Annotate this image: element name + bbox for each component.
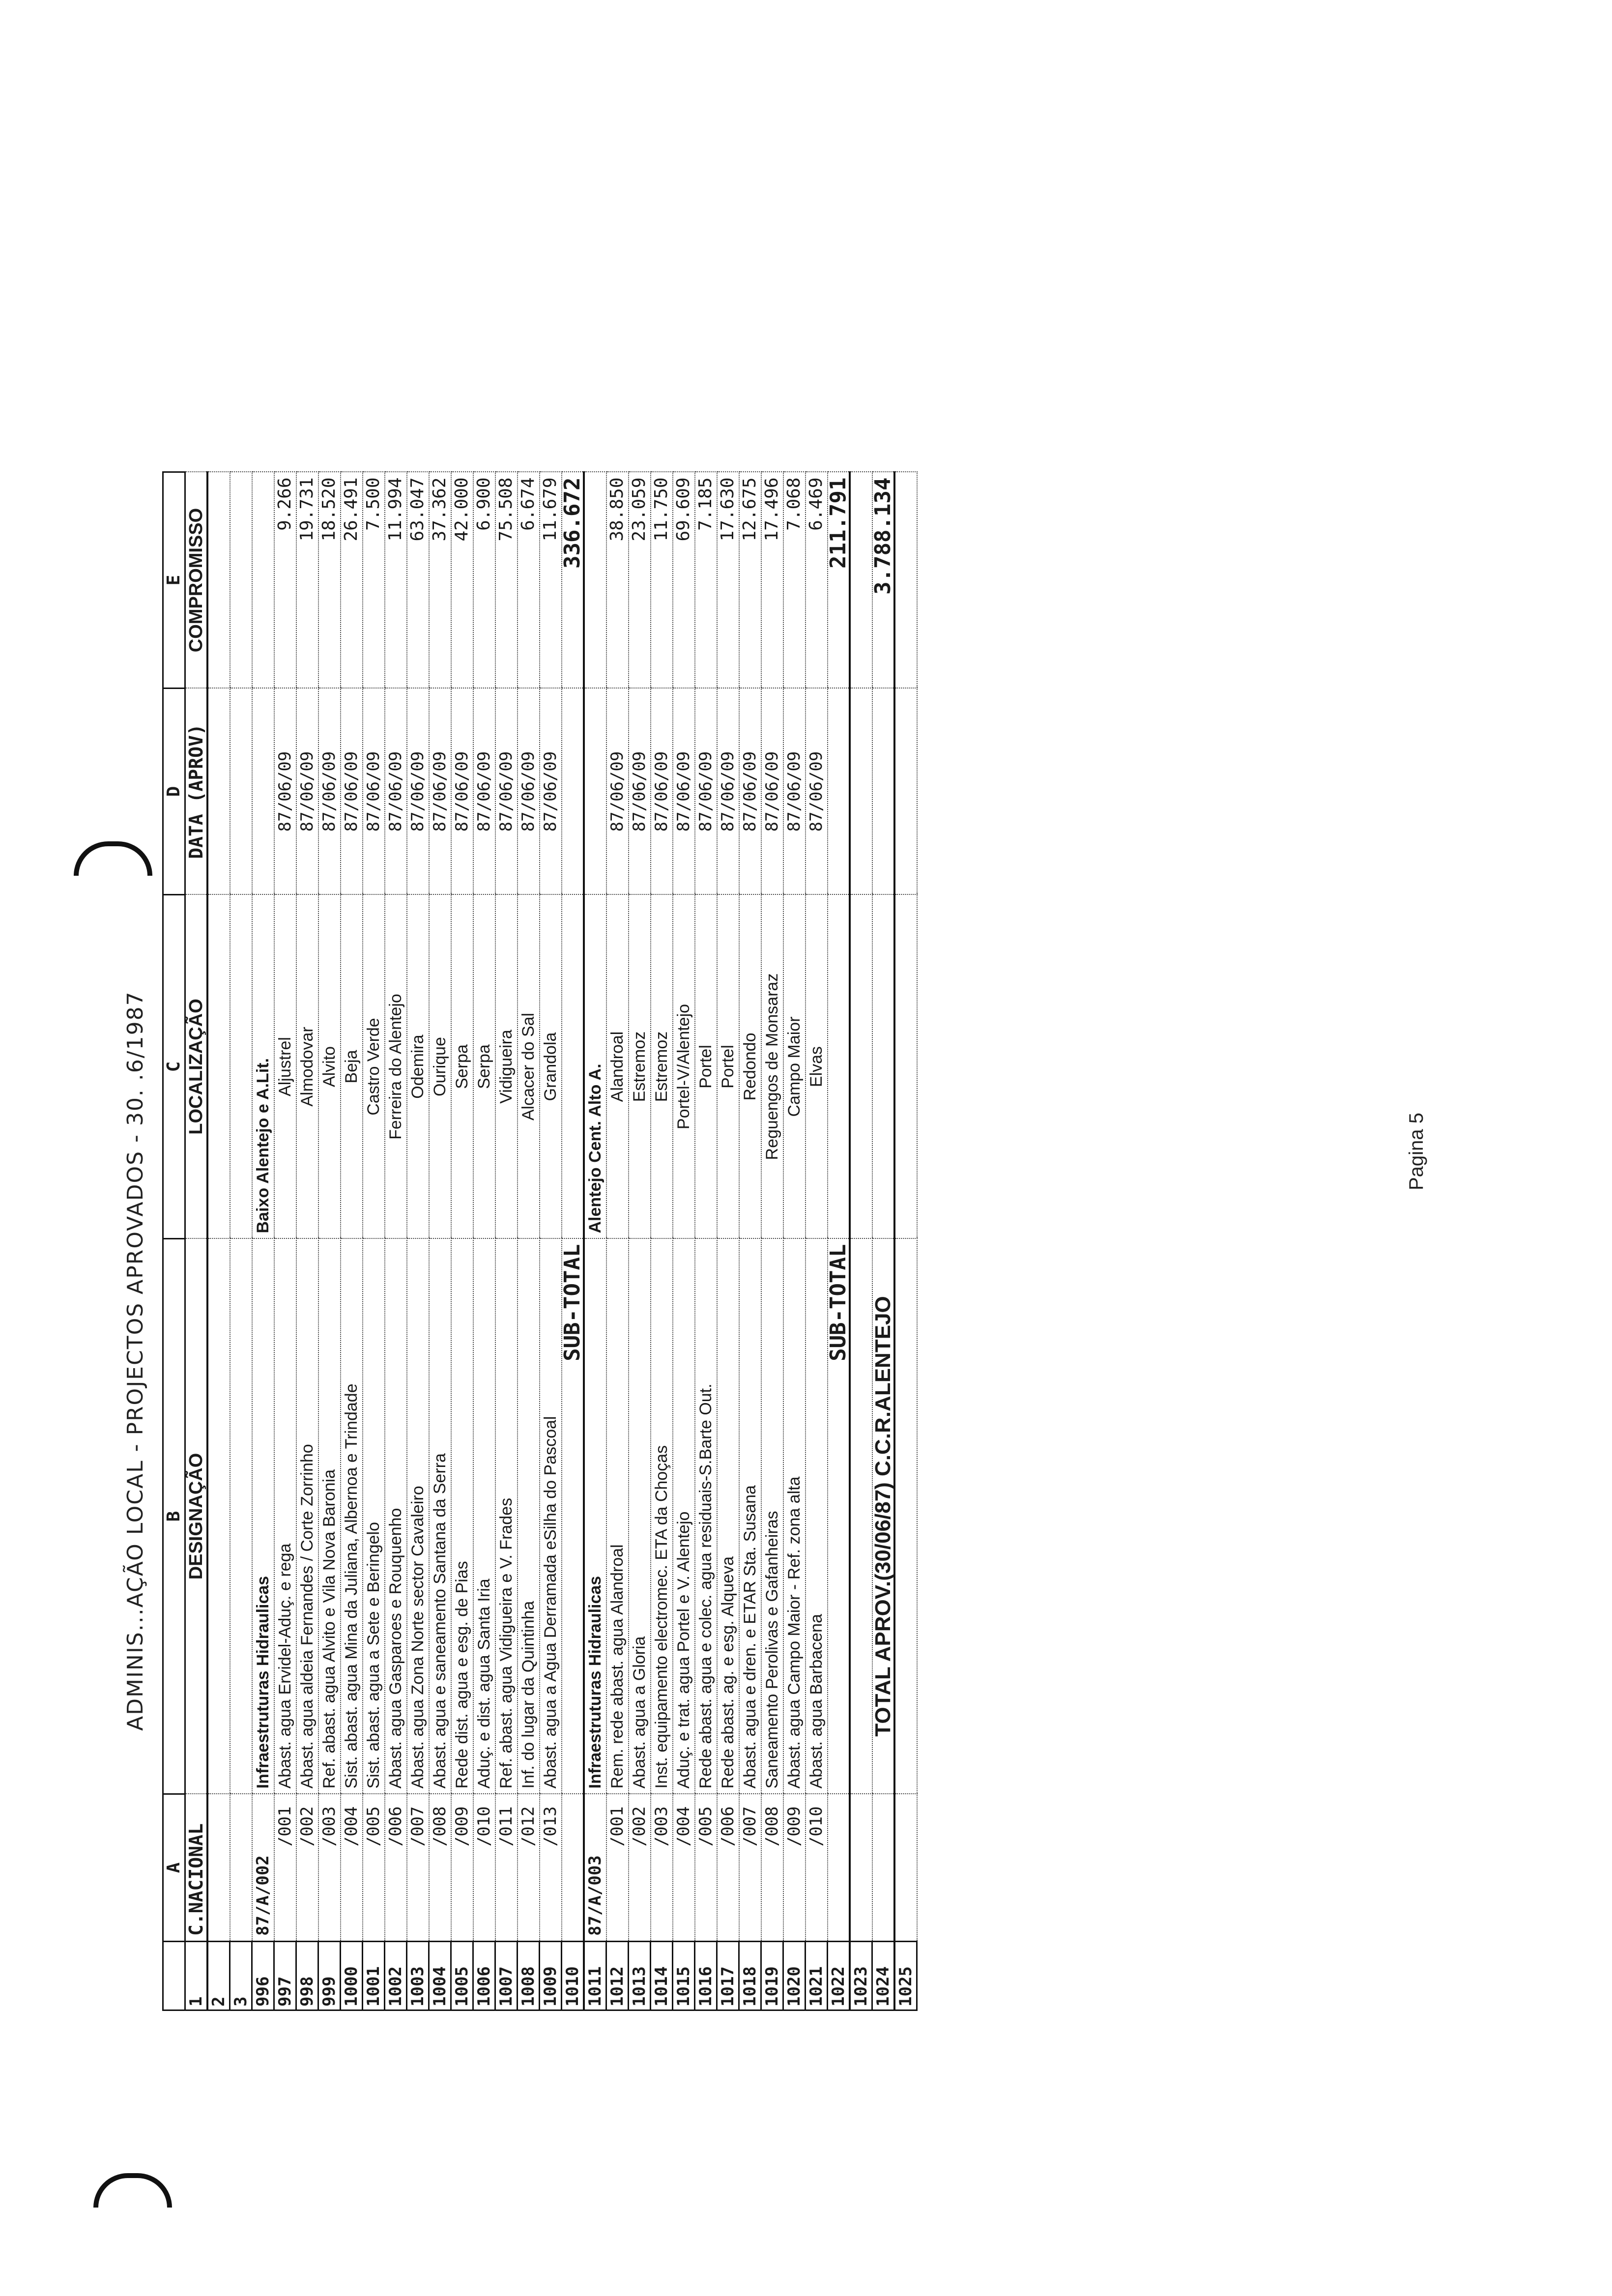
- c-nacional-cell[interactable]: /010: [806, 1794, 828, 1942]
- column-letter-a[interactable]: A: [163, 1794, 185, 1942]
- designacao-cell[interactable]: Abast. agua e dren. e ETAR Sta. Susana: [739, 1239, 761, 1794]
- column-letter-c[interactable]: C: [163, 895, 185, 1239]
- localizacao-cell[interactable]: Ferreira do Alentejo: [385, 895, 407, 1239]
- cell[interactable]: [230, 1239, 252, 1794]
- data-aprov-cell[interactable]: 87/06/09: [673, 689, 695, 895]
- row-number[interactable]: 1018: [739, 1942, 761, 2010]
- header-row: [185, 472, 208, 2010]
- localizacao-cell[interactable]: Reguengos de Monsaraz: [761, 895, 783, 1239]
- localizacao-cell[interactable]: Vidigueira: [495, 895, 518, 1239]
- data-aprov-cell[interactable]: 87/06/09: [296, 689, 318, 895]
- section-row: [584, 472, 606, 2010]
- designacao-cell[interactable]: Aduç. e dist. agua Santa Iria: [473, 1239, 495, 1794]
- row-number[interactable]: 1014: [651, 1942, 673, 2010]
- table-row: [363, 472, 385, 2010]
- designacao-cell[interactable]: Abast. agua Ervidel-Aduç. e rega: [274, 1239, 296, 1794]
- c-nacional-cell[interactable]: /004: [341, 1794, 363, 1942]
- localizacao-cell[interactable]: [894, 895, 917, 1239]
- c-nacional-cell[interactable]: [562, 1794, 584, 1942]
- table-row: [495, 472, 518, 2010]
- c-nacional-cell[interactable]: /001: [274, 1794, 296, 1942]
- designacao-cell[interactable]: Saneamento Perolivas e Gafanheiras: [761, 1239, 783, 1794]
- localizacao-cell[interactable]: Portel-V/Alentejo: [673, 895, 695, 1239]
- data-aprov-cell[interactable]: 87/06/09: [363, 689, 385, 895]
- binder-hole-mark: [93, 2173, 172, 2208]
- header-c-nacional[interactable]: C.NACIONAL: [185, 1794, 208, 1942]
- row-number[interactable]: 1015: [673, 1942, 695, 2010]
- row-number[interactable]: 1019: [761, 1942, 783, 2010]
- table-row: [296, 472, 318, 2010]
- designacao-cell[interactable]: Abast. agua a Agua Derramada eSilha do Pascoal: [540, 1239, 562, 1794]
- section-row: [252, 472, 274, 2010]
- designacao-cell[interactable]: Abast. agua e saneamento Santana da Serra: [429, 1239, 451, 1794]
- data-aprov-cell[interactable]: 87/06/09: [518, 689, 540, 895]
- compromisso-cell[interactable]: 6.674: [518, 472, 540, 689]
- localizacao-cell[interactable]: Baixo Alentejo e A.Lit.: [252, 895, 274, 1239]
- data-aprov-cell[interactable]: [562, 689, 584, 895]
- c-nacional-cell[interactable]: [872, 1794, 895, 1942]
- compromisso-cell[interactable]: 17.630: [717, 472, 739, 689]
- compromisso-cell[interactable]: 7.185: [695, 472, 717, 689]
- c-nacional-cell[interactable]: /013: [540, 1794, 562, 1942]
- table-row: [806, 472, 828, 2010]
- localizacao-cell[interactable]: Serpa: [473, 895, 495, 1239]
- c-nacional-cell[interactable]: /003: [651, 1794, 673, 1942]
- cell[interactable]: [230, 895, 252, 1239]
- row-number[interactable]: 1004: [429, 1942, 451, 2010]
- designacao-cell[interactable]: [894, 1239, 917, 1794]
- data-aprov-cell[interactable]: 87/06/09: [495, 689, 518, 895]
- row-number[interactable]: 1005: [451, 1942, 473, 2010]
- cell[interactable]: [230, 689, 252, 895]
- compromisso-cell[interactable]: 63.047: [407, 472, 429, 689]
- table-row: [518, 472, 540, 2010]
- data-aprov-cell[interactable]: 87/06/09: [385, 689, 407, 895]
- data-aprov-cell[interactable]: 87/06/09: [695, 689, 717, 895]
- table-row: [606, 472, 629, 2010]
- row-number[interactable]: 2: [207, 1942, 230, 2010]
- row-number[interactable]: 1023: [850, 1942, 872, 2010]
- compromisso-cell[interactable]: 211.791: [828, 472, 850, 689]
- page-number: Pagina 5: [1406, 1113, 1427, 1190]
- spreadsheet-table: [162, 471, 918, 2011]
- data-aprov-cell[interactable]: [252, 689, 274, 895]
- table-row: [341, 472, 363, 2010]
- table-row: [850, 472, 872, 2010]
- row-number[interactable]: 1006: [473, 1942, 495, 2010]
- data-aprov-cell[interactable]: 87/06/09: [341, 689, 363, 895]
- column-letter-row: [163, 472, 185, 2010]
- c-nacional-cell[interactable]: /012: [518, 1794, 540, 1942]
- compromisso-cell[interactable]: 6.900: [473, 472, 495, 689]
- c-nacional-cell[interactable]: /005: [695, 1794, 717, 1942]
- compromisso-cell[interactable]: 17.496: [761, 472, 783, 689]
- data-aprov-cell[interactable]: 87/06/09: [473, 689, 495, 895]
- compromisso-cell[interactable]: 7.500: [363, 472, 385, 689]
- designacao-cell[interactable]: Ref. abast. agua Alvito e Vila Nova Baronia: [318, 1239, 341, 1794]
- designacao-cell[interactable]: Ref. abast. agua Vidigueira e V. Frades: [495, 1239, 518, 1794]
- designacao-cell[interactable]: Abast. agua Campo Maior - Ref. zona alta: [783, 1239, 806, 1794]
- row-number[interactable]: 997: [274, 1942, 296, 2010]
- row-number[interactable]: 1013: [629, 1942, 651, 2010]
- data-aprov-cell[interactable]: 87/06/09: [806, 689, 828, 895]
- c-nacional-cell[interactable]: /007: [407, 1794, 429, 1942]
- designacao-cell[interactable]: Inf. do lugar da Quintinha: [518, 1239, 540, 1794]
- cell[interactable]: [207, 1794, 230, 1942]
- header-compromisso[interactable]: COMPROMISSO: [185, 472, 208, 689]
- designacao-cell[interactable]: Rede abast. agua e colec. agua residuais-S.Barte Out.: [695, 1239, 717, 1794]
- localizacao-cell[interactable]: Alcacer do Sal: [518, 895, 540, 1239]
- designacao-cell[interactable]: Infraestruturas Hidraulicas: [252, 1239, 274, 1794]
- table-row: [739, 472, 761, 2010]
- compromisso-cell[interactable]: 37.362: [429, 472, 451, 689]
- data-aprov-cell[interactable]: 87/06/09: [629, 689, 651, 895]
- header-localizacao[interactable]: LOCALIZAÇÃO: [185, 895, 208, 1239]
- page-title: ADMINIS...AÇÃO LOCAL - PROJECTOS APROVADOS - 30. .6/1987: [123, 991, 148, 1731]
- designacao-cell[interactable]: Rede abast. ag. e esg. Alqueva: [717, 1239, 739, 1794]
- localizacao-cell[interactable]: Odemira: [407, 895, 429, 1239]
- header-designacao[interactable]: DESIGNAÇÃO: [185, 1239, 208, 1794]
- c-nacional-cell[interactable]: /008: [429, 1794, 451, 1942]
- table-row: [540, 472, 562, 2010]
- c-nacional-cell[interactable]: /009: [783, 1794, 806, 1942]
- row-number[interactable]: 1017: [717, 1942, 739, 2010]
- c-nacional-cell[interactable]: /008: [761, 1794, 783, 1942]
- data-aprov-cell[interactable]: 87/06/09: [739, 689, 761, 895]
- cell[interactable]: [207, 895, 230, 1239]
- compromisso-cell[interactable]: 23.059: [629, 472, 651, 689]
- c-nacional-cell[interactable]: /010: [473, 1794, 495, 1942]
- data-aprov-cell[interactable]: 87/06/09: [274, 689, 296, 895]
- cell[interactable]: [230, 1794, 252, 1942]
- localizacao-cell[interactable]: [872, 895, 895, 1239]
- localizacao-cell[interactable]: Portel: [717, 895, 739, 1239]
- designacao-cell[interactable]: TOTAL APROV.(30/06/87) C.C.R.ALENTEJO: [872, 1239, 895, 1794]
- data-aprov-cell[interactable]: 87/06/09: [451, 689, 473, 895]
- compromisso-cell[interactable]: 12.675: [739, 472, 761, 689]
- table-row: [673, 472, 695, 2010]
- row-number[interactable]: 1012: [606, 1942, 629, 2010]
- localizacao-cell[interactable]: Almodovar: [296, 895, 318, 1239]
- localizacao-cell[interactable]: Aljustrel: [274, 895, 296, 1239]
- localizacao-cell[interactable]: Serpa: [451, 895, 473, 1239]
- compromisso-cell[interactable]: 336.672: [562, 472, 584, 689]
- data-aprov-cell[interactable]: 87/06/09: [540, 689, 562, 895]
- binder-hole-mark: [74, 841, 152, 876]
- data-aprov-cell[interactable]: 87/06/09: [407, 689, 429, 895]
- c-nacional-cell[interactable]: 87/A/002: [252, 1794, 274, 1942]
- subtotal-row: [828, 472, 850, 2010]
- header-data-aprov[interactable]: DATA (APROV): [185, 689, 208, 895]
- data-aprov-cell[interactable]: 87/06/09: [651, 689, 673, 895]
- row-number[interactable]: 1021: [806, 1942, 828, 2010]
- column-letter-b[interactable]: B: [163, 1239, 185, 1794]
- localizacao-cell[interactable]: Castro Verde: [363, 895, 385, 1239]
- c-nacional-cell[interactable]: /011: [495, 1794, 518, 1942]
- designacao-cell[interactable]: Abast. agua a Gloria: [629, 1239, 651, 1794]
- compromisso-cell[interactable]: [850, 472, 872, 689]
- compromisso-cell[interactable]: [584, 472, 606, 689]
- table-row: [318, 472, 341, 2010]
- row-number[interactable]: 1016: [695, 1942, 717, 2010]
- table-row: [451, 472, 473, 2010]
- column-letter-d[interactable]: D: [163, 689, 185, 895]
- designacao-cell[interactable]: Rem. rede abast. agua Alandroal: [606, 1239, 629, 1794]
- subtotal-row: [562, 472, 584, 2010]
- table-row: [230, 472, 252, 2010]
- data-aprov-cell[interactable]: 87/06/09: [717, 689, 739, 895]
- row-number[interactable]: 1025: [894, 1942, 917, 2010]
- c-nacional-cell[interactable]: /002: [296, 1794, 318, 1942]
- row-number[interactable]: 1002: [385, 1942, 407, 2010]
- localizacao-cell[interactable]: Estremoz: [629, 895, 651, 1239]
- table-row: [407, 472, 429, 2010]
- compromisso-cell[interactable]: 7.068: [783, 472, 806, 689]
- localizacao-cell[interactable]: Ourique: [429, 895, 451, 1239]
- table-row: [783, 472, 806, 2010]
- compromisso-cell[interactable]: 6.469: [806, 472, 828, 689]
- compromisso-cell[interactable]: 11.750: [651, 472, 673, 689]
- localizacao-cell[interactable]: [828, 895, 850, 1239]
- designacao-cell[interactable]: Sist. abast. agua Mina da Juliana, Albernoa e Trindade: [341, 1239, 363, 1794]
- c-nacional-cell[interactable]: [828, 1794, 850, 1942]
- designacao-cell[interactable]: Abast. agua aldeia Fernandes / Corte Zorrinho: [296, 1239, 318, 1794]
- cell[interactable]: [230, 472, 252, 689]
- table-row: [207, 472, 230, 2010]
- c-nacional-cell[interactable]: [894, 1794, 917, 1942]
- designacao-cell[interactable]: Abast. agua Gasparoes e Rouquenho: [385, 1239, 407, 1794]
- row-number[interactable]: 1022: [828, 1942, 850, 2010]
- column-letter-e[interactable]: E: [163, 472, 185, 689]
- row-number[interactable]: 998: [296, 1942, 318, 2010]
- table-row: [274, 472, 296, 2010]
- row-number[interactable]: 1008: [518, 1942, 540, 2010]
- c-nacional-cell[interactable]: [850, 1794, 872, 1942]
- compromisso-cell[interactable]: 38.850: [606, 472, 629, 689]
- compromisso-cell[interactable]: [252, 472, 274, 689]
- table-row: [651, 472, 673, 2010]
- table-row: [385, 472, 407, 2010]
- data-aprov-cell[interactable]: [584, 689, 606, 895]
- table-row: [695, 472, 717, 2010]
- data-aprov-cell[interactable]: 87/06/09: [783, 689, 806, 895]
- designacao-cell[interactable]: Abast. agua Zona Norte sector Cavaleiro: [407, 1239, 429, 1794]
- row-number[interactable]: 1000: [341, 1942, 363, 2010]
- row-number[interactable]: 999: [318, 1942, 341, 2010]
- data-aprov-cell[interactable]: 87/06/09: [761, 689, 783, 895]
- data-aprov-cell[interactable]: 87/06/09: [606, 689, 629, 895]
- row-number[interactable]: 1007: [495, 1942, 518, 2010]
- table-row: [473, 472, 495, 2010]
- total-row: [872, 472, 895, 2010]
- c-nacional-cell[interactable]: /004: [673, 1794, 695, 1942]
- cell[interactable]: [207, 472, 230, 689]
- cell[interactable]: [207, 1239, 230, 1794]
- row-number[interactable]: 1024: [872, 1942, 895, 2010]
- designacao-cell[interactable]: SUB-TOTAL: [562, 1239, 584, 1794]
- table-row: [717, 472, 739, 2010]
- designacao-cell[interactable]: Infraestruturas Hidraulicas: [584, 1239, 606, 1794]
- data-aprov-cell[interactable]: 87/06/09: [429, 689, 451, 895]
- designacao-cell[interactable]: [850, 1239, 872, 1794]
- row-number[interactable]: 3: [230, 1942, 252, 2010]
- localizacao-cell[interactable]: Campo Maior: [783, 895, 806, 1239]
- c-nacional-cell[interactable]: /007: [739, 1794, 761, 1942]
- table-row: [761, 472, 783, 2010]
- localizacao-cell[interactable]: Alandroal: [606, 895, 629, 1239]
- row-number[interactable]: 1011: [584, 1942, 606, 2010]
- row-number[interactable]: 1010: [562, 1942, 584, 2010]
- c-nacional-cell[interactable]: /002: [629, 1794, 651, 1942]
- localizacao-cell[interactable]: [562, 895, 584, 1239]
- row-number[interactable]: 1001: [363, 1942, 385, 2010]
- c-nacional-cell[interactable]: 87/A/003: [584, 1794, 606, 1942]
- row-number[interactable]: 1009: [540, 1942, 562, 2010]
- compromisso-cell[interactable]: 26.491: [341, 472, 363, 689]
- designacao-cell[interactable]: Aduç. e trat. agua Portel e V. Alentejo: [673, 1239, 695, 1794]
- data-aprov-cell[interactable]: 87/06/09: [318, 689, 341, 895]
- c-nacional-cell[interactable]: /006: [717, 1794, 739, 1942]
- data-aprov-cell[interactable]: [894, 689, 917, 895]
- localizacao-cell[interactable]: Estremoz: [651, 895, 673, 1239]
- c-nacional-cell[interactable]: /009: [451, 1794, 473, 1942]
- designacao-cell[interactable]: Rede dist. agua e esg. de Pias: [451, 1239, 473, 1794]
- data-aprov-cell[interactable]: [828, 689, 850, 895]
- designacao-cell[interactable]: SUB-TOTAL: [828, 1239, 850, 1794]
- compromisso-cell[interactable]: 42.000: [451, 472, 473, 689]
- compromisso-cell[interactable]: 19.731: [296, 472, 318, 689]
- table-row: [894, 472, 917, 2010]
- cell[interactable]: [207, 689, 230, 895]
- compromisso-cell[interactable]: 18.520: [318, 472, 341, 689]
- compromisso-cell[interactable]: 75.508: [495, 472, 518, 689]
- c-nacional-cell[interactable]: /005: [363, 1794, 385, 1942]
- designacao-cell[interactable]: Sist. abast. agua a Sete e Beringelo: [363, 1239, 385, 1794]
- compromisso-cell[interactable]: 3.788.134: [872, 472, 895, 689]
- c-nacional-cell[interactable]: /003: [318, 1794, 341, 1942]
- designacao-cell[interactable]: Inst. equipamento electromec. ETA da Choças: [651, 1239, 673, 1794]
- compromisso-cell[interactable]: 69.609: [673, 472, 695, 689]
- designacao-cell[interactable]: Abast. agua Barbacena: [806, 1239, 828, 1794]
- localizacao-cell[interactable]: Elvas: [806, 895, 828, 1239]
- localizacao-cell[interactable]: Portel: [695, 895, 717, 1239]
- compromisso-cell[interactable]: 9.266: [274, 472, 296, 689]
- row-number[interactable]: 1020: [783, 1942, 806, 2010]
- localizacao-cell[interactable]: Grandola: [540, 895, 562, 1239]
- c-nacional-cell[interactable]: /006: [385, 1794, 407, 1942]
- data-aprov-cell[interactable]: [872, 689, 895, 895]
- row-number[interactable]: 996: [252, 1942, 274, 2010]
- localizacao-cell[interactable]: Alentejo Cent. Alto A.: [584, 895, 606, 1239]
- localizacao-cell[interactable]: Alvito: [318, 895, 341, 1239]
- row-number[interactable]: 1: [185, 1942, 208, 2010]
- data-aprov-cell[interactable]: [850, 689, 872, 895]
- compromisso-cell[interactable]: 11.679: [540, 472, 562, 689]
- table-row: [629, 472, 651, 2010]
- compromisso-cell[interactable]: [894, 472, 917, 689]
- localizacao-cell[interactable]: Redondo: [739, 895, 761, 1239]
- corner-cell[interactable]: [163, 1942, 185, 2010]
- compromisso-cell[interactable]: 11.994: [385, 472, 407, 689]
- c-nacional-cell[interactable]: /001: [606, 1794, 629, 1942]
- row-number[interactable]: 1003: [407, 1942, 429, 2010]
- localizacao-cell[interactable]: [850, 895, 872, 1239]
- table-row: [429, 472, 451, 2010]
- localizacao-cell[interactable]: Beja: [341, 895, 363, 1239]
